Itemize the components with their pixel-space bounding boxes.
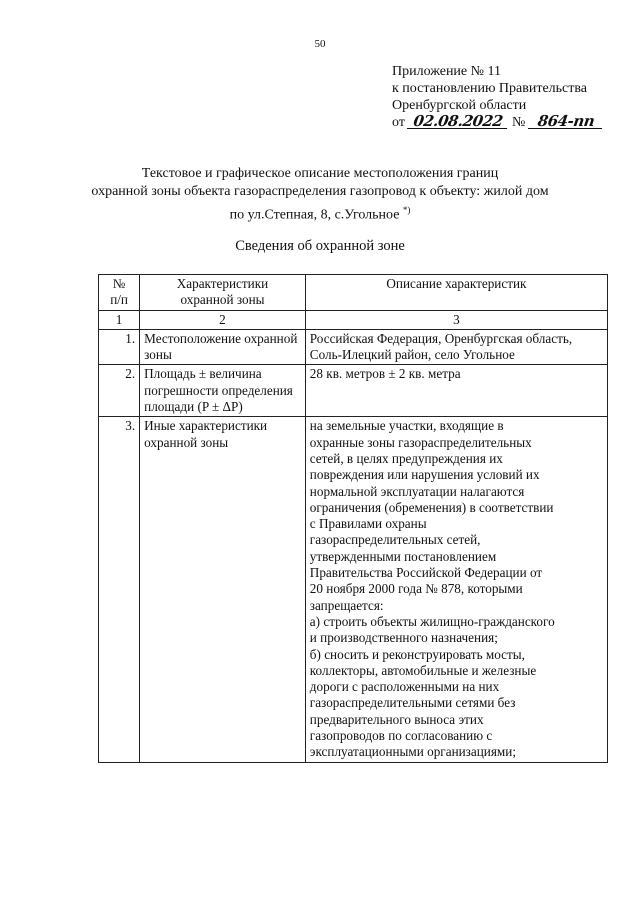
appendix-title: Приложение № 11 [392, 64, 501, 79]
appendix-date-line [392, 114, 603, 131]
row-description: на земельные участки, входящие в охранные зоны газораспределительных сетей, в целях предупреждения их повреждения или нарушения условий их нормальной эксплуатации налагаются ограничения (обременения) в соответствии с Правилами охраны газораспределительных сетей, утвержденными постановлением Правительства Российской Федерации от 20 ноября 2000 года № 878, которыми запрещается: а) строить объекты жилищно-гражданского и производственного назначения; б) сносить и реконструировать мосты, коллекторы, автомобильные и железные дороги с расположенными на них газораспределительными сетями без предварительного выноса этих газопроводов по согласованию с эксплуатационными организациями; [305, 417, 607, 762]
handwritten-date: 02.08.2022 [407, 114, 509, 129]
document-title [60, 165, 580, 225]
table-row [99, 365, 608, 417]
table-header-row [99, 275, 608, 311]
zone-info-table [98, 274, 608, 763]
appendix-header [392, 63, 603, 131]
table-row [99, 417, 608, 762]
row-characteristic: Площадь ± величина погрешности определения площади (P ± ΔP) [140, 365, 306, 417]
column-number: 2 [140, 310, 306, 329]
handwritten-number: 864-пп [528, 114, 604, 129]
title-line-1: Текстовое и графическое описание местоположения границ [141, 166, 499, 181]
row-description: Российская Федерация, Оренбургская область, Соль-Илецкий район, село Угольное [305, 329, 607, 365]
column-number-row [99, 310, 608, 329]
header-description: Описание характеристик [305, 275, 607, 311]
date-prefix: от [392, 115, 405, 130]
table-row [99, 329, 608, 365]
row-description: 28 кв. метров ± 2 кв. метра [305, 365, 607, 417]
header-characteristic: Характеристики охранной зоны [140, 275, 306, 311]
number-prefix: № [511, 115, 526, 130]
page-number: 50 [314, 38, 326, 50]
section-subtitle: Сведения об охранной зоне [235, 238, 405, 254]
title-line-2: охранной зоны объекта газораспределения газопровод к объекту: жилой дом [91, 184, 549, 199]
appendix-line-2: к постановлению Правительства [392, 81, 588, 96]
title-line-3: по ул.Степная, 8, с.Угольное *) [229, 205, 411, 223]
column-number: 3 [305, 310, 607, 329]
header-num: № п/п [99, 275, 140, 311]
row-number: 3. [99, 417, 140, 762]
row-number: 1. [99, 329, 140, 365]
appendix-line-3: Оренбургской области [392, 98, 527, 113]
column-number: 1 [99, 310, 140, 329]
row-number: 2. [99, 365, 140, 417]
row-characteristic: Иные характеристики охранной зоны [140, 417, 306, 762]
footnote-mark: *) [402, 205, 411, 215]
row-characteristic: Местоположение охранной зоны [140, 329, 306, 365]
